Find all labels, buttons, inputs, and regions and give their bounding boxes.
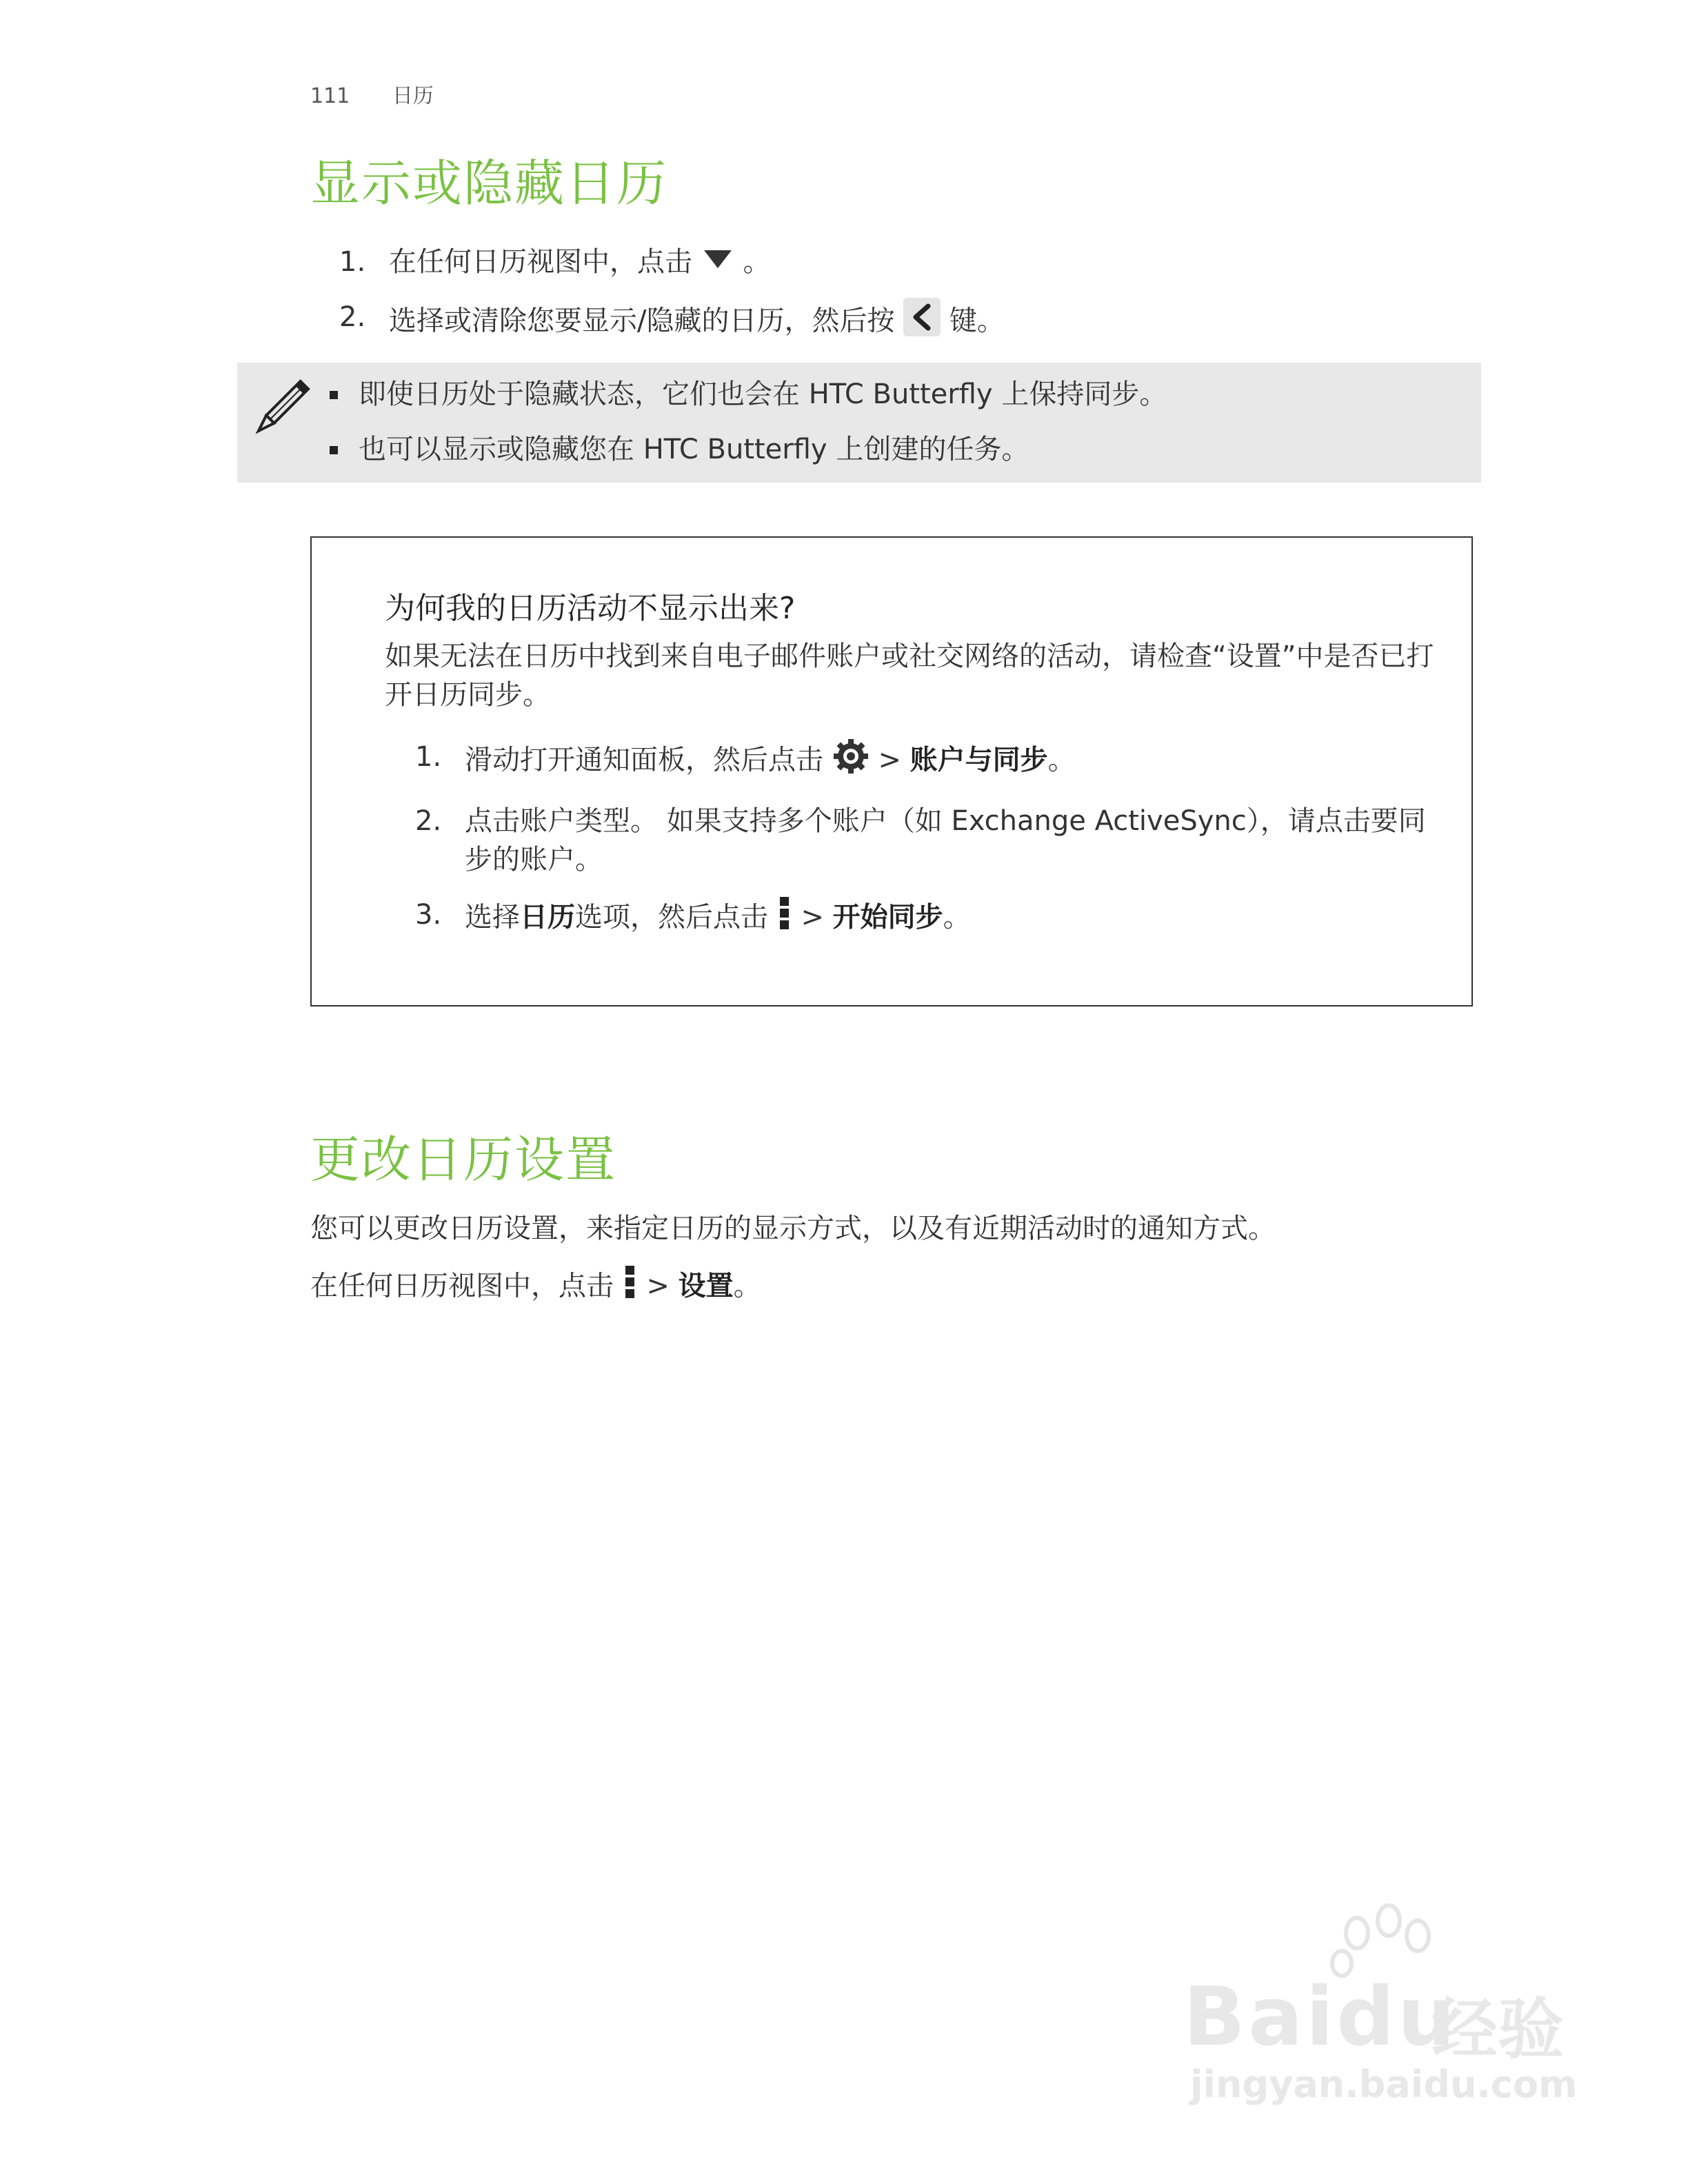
- note-text: 也可以显示或隐藏您在 HTC Butterfly 上创建的任务。: [359, 434, 1029, 465]
- path-separator: >: [646, 1270, 670, 1302]
- watermark-url: jingyan.baidu.com: [1190, 2063, 1578, 2106]
- note-box: [237, 363, 1481, 483]
- step-number: 2.: [415, 805, 442, 837]
- step-number: 2.: [339, 301, 366, 333]
- instruction-text-end: 。: [733, 1270, 761, 1302]
- show-hide-steps: [339, 243, 1005, 353]
- menu-path-label: 设置: [678, 1270, 734, 1302]
- step-text-end: 键。: [949, 305, 1005, 337]
- watermark-brand-b: du: [1336, 1969, 1458, 2064]
- page-header: [310, 79, 434, 109]
- tip-step-item: [415, 738, 1449, 785]
- menu-icon: [777, 896, 792, 942]
- back-icon: [903, 298, 941, 347]
- settings-description: 您可以更改日历设置，来指定日历的显示方式，以及有近期活动时的通知方式。: [310, 1213, 1276, 1244]
- instruction-text: 在任何日历视图中，点击: [310, 1270, 614, 1302]
- step-text: 选择或清除您要显示/隐藏的日历，然后按: [389, 305, 895, 337]
- step-text: 选择: [465, 901, 520, 933]
- step-text-end: 。: [1047, 744, 1076, 776]
- watermark-brand: [1183, 1969, 1458, 2064]
- watermark-label: 经验: [1431, 1991, 1564, 2068]
- bullet: [330, 446, 338, 454]
- menu-path-label: 开始同步: [832, 901, 943, 933]
- tip-title: 为何我的日历活动不显示出来?: [385, 591, 796, 626]
- step-text: 滑动打开通知面板，然后点击: [465, 744, 823, 776]
- step-item: [339, 298, 1005, 353]
- tip-step-item: [415, 896, 1449, 942]
- note-text: 即使日历处于隐藏状态，它们也会在 HTC Butterfly 上保持同步。: [359, 378, 1167, 410]
- step-text-end: 。: [743, 246, 771, 278]
- option-label: 日历: [520, 901, 575, 933]
- settings-instruction: [310, 1264, 761, 1311]
- step-text: 点击账户类型。 如果支持多个账户（如 Exchange ActiveSync），请点击要同步的账户。: [465, 805, 1426, 876]
- path-separator: >: [801, 901, 824, 933]
- dropdown-triangle-icon: [701, 244, 734, 283]
- settings-icon: [832, 738, 870, 785]
- note-list: [330, 376, 1167, 487]
- step-text: 选项，然后点击: [575, 901, 768, 933]
- section-title-settings: 更改日历设置: [310, 1131, 617, 1189]
- menu-icon: [623, 1264, 638, 1311]
- tip-intro: 如果无法在日历中找到来自电子邮件账户或社交网络的活动，请检查“设置”中是否已打开日历同步。: [385, 640, 1434, 711]
- bullet: [330, 391, 338, 399]
- pencil-icon: [248, 378, 312, 441]
- step-number: 3.: [415, 899, 442, 931]
- tip-box: [310, 536, 1473, 1007]
- tip-step-item: [415, 802, 1449, 879]
- step-item: [339, 243, 1005, 298]
- step-text: 在任何日历视图中，点击: [389, 246, 692, 278]
- step-number: 1.: [339, 246, 366, 278]
- tip-steps: [415, 738, 1449, 958]
- watermark-brand-a: Bai: [1183, 1969, 1337, 2064]
- chapter-name: 日历: [392, 84, 434, 108]
- section-title-show-hide: 显示或隐藏日历: [310, 154, 668, 212]
- step-number: 1.: [415, 741, 442, 773]
- page-number: 111: [310, 84, 350, 108]
- note-item: [330, 432, 1167, 487]
- menu-path-label: 账户与同步: [910, 744, 1048, 776]
- note-item: [330, 376, 1167, 432]
- step-text-end: 。: [943, 901, 971, 933]
- baidu-watermark: [1183, 1900, 1578, 2107]
- path-separator: >: [878, 744, 901, 776]
